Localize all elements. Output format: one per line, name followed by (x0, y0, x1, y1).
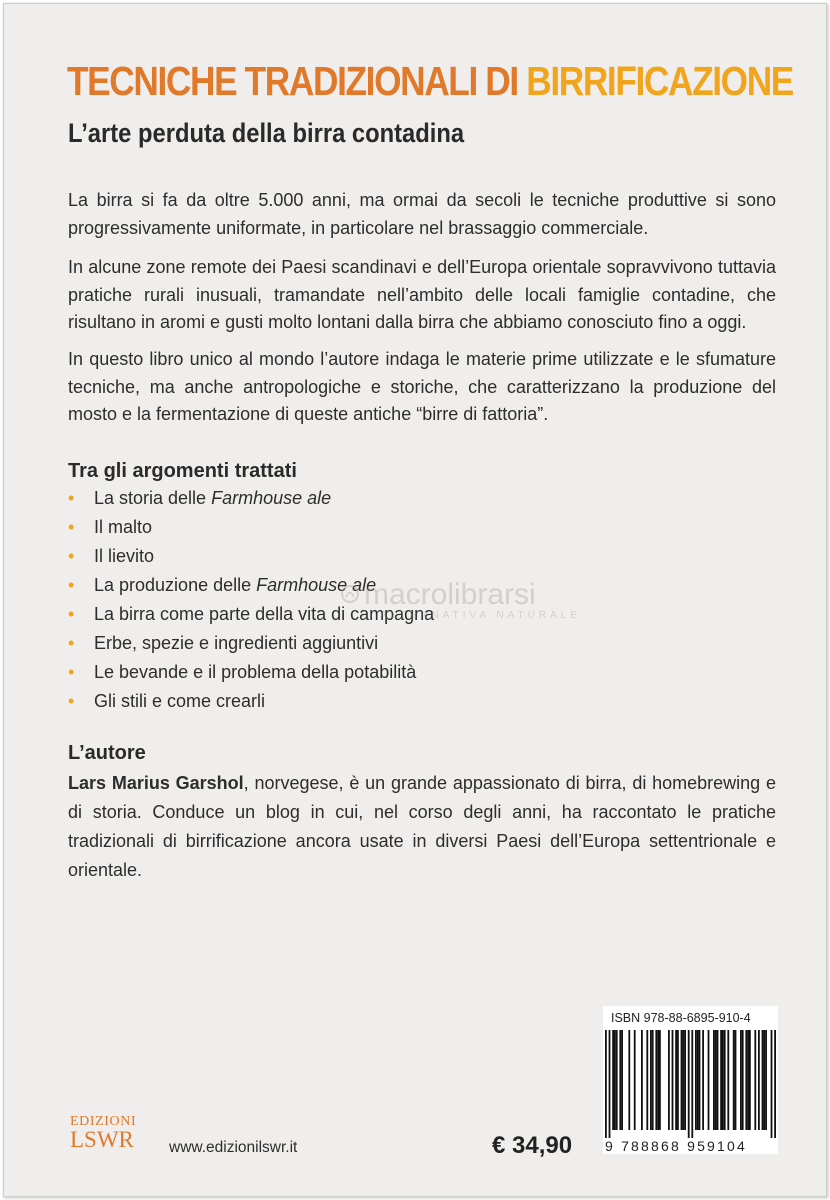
barcode-bar (720, 1030, 722, 1130)
bullet-icon: • (68, 575, 75, 595)
barcode-bar (745, 1030, 747, 1130)
topic-text: Erbe, spezie e ingredienti aggiuntivi (94, 633, 379, 653)
barcode-bar (742, 1030, 744, 1130)
barcode-bar (717, 1030, 719, 1130)
book-back-cover (3, 3, 827, 1197)
title-part-2: BIRRIFICAZIONE (526, 58, 793, 104)
topic-text-italic: Farmhouse ale (211, 488, 332, 508)
barcode-bar (695, 1030, 697, 1130)
barcode-bar (774, 1030, 776, 1138)
bullet-icon: • (68, 546, 75, 566)
barcode-bar (747, 1030, 749, 1130)
barcode-bar (657, 1030, 659, 1130)
topics-heading: Tra gli argomenti trattati (68, 460, 297, 482)
intro-paragraph-1: La birra si fa da oltre 5.000 anni, ma ormai da secoli le tecniche produttive si sono progressivamente uniformate, in particolare nel brassaggio commerciale. (68, 190, 776, 238)
barcode-bar (708, 1030, 710, 1130)
macrolibrarsi-logo-icon (340, 584, 360, 604)
barcode-bar (763, 1030, 765, 1130)
barcode-bar (735, 1030, 737, 1130)
barcode-bar (614, 1030, 616, 1130)
author-bio (68, 769, 776, 885)
barcode-bar (715, 1030, 717, 1130)
topic-item (68, 484, 434, 513)
bullet-icon: • (68, 604, 75, 624)
barcode-bar (652, 1030, 654, 1130)
barcode-bar (697, 1030, 699, 1130)
barcode-bar (609, 1030, 611, 1138)
barcode-digits: 9 788868 959104 (605, 1138, 747, 1154)
topic-text: Le bevande e il problema della potabilità (94, 662, 417, 682)
intro-paragraph-3: In questo libro unico al mondo l’autore indaga le materie prime utilizzate e le sfumature tecniche, ma anche antropologiche e storiche, che caratterizzano la produzione del mosto e la fermentazione di queste antiche “birre di fattoria”. (68, 349, 776, 424)
barcode-bar (740, 1030, 742, 1130)
topic-text: Il lievito (94, 546, 155, 566)
barcode-bar (688, 1030, 690, 1138)
topic-text: La birra come parte della vita di campagna (94, 604, 435, 624)
author-heading: L’autore (68, 742, 146, 764)
watermark-text: macrolibrarsi (364, 578, 536, 611)
barcode-bar (727, 1030, 729, 1130)
topic-text: La produzione delle (94, 575, 257, 595)
barcode-bar (681, 1030, 683, 1130)
barcode-bar (771, 1030, 773, 1138)
barcode-bar (682, 1030, 684, 1130)
barcode-bar (675, 1030, 677, 1130)
barcode-bar (612, 1030, 614, 1130)
topic-item (68, 658, 434, 687)
watermark (340, 576, 581, 636)
publisher-logo-line-1: EDIZIONI (70, 1114, 137, 1129)
barcode-bar (628, 1030, 630, 1130)
title-part-1: TECNICHE TRADIZIONALI DI (67, 58, 527, 104)
barcode-bar (722, 1030, 724, 1130)
barcode-bar (634, 1030, 636, 1130)
barcode-bar (765, 1030, 767, 1130)
intro-paragraph-2: In alcune zone remote dei Paesi scandinavi e dell’Europa orientale sopravvivono tuttavia pratiche rurali inusuali, tramandate nell’ambito delle locali famiglie contadine, che risultano in aromi e gusti molto lontani dalla birra che abbiamo conosciuto fino a oggi. (68, 257, 776, 332)
barcode-bar (684, 1030, 686, 1130)
barcode-bar (762, 1030, 764, 1130)
book-subtitle: L’arte perduta della birra contadina (68, 118, 465, 148)
book-title (67, 56, 793, 106)
barcode-bar (621, 1030, 623, 1130)
barcode-bars (605, 1030, 776, 1138)
publisher-logo (70, 1114, 160, 1162)
topic-item (68, 687, 434, 716)
author-name: Lars Marius Garshol (68, 773, 244, 793)
topic-text: Il malto (94, 517, 153, 537)
barcode-bar (724, 1030, 726, 1130)
barcode-bar (713, 1030, 715, 1130)
barcode-bar (616, 1030, 618, 1130)
topic-item (68, 542, 434, 571)
barcode-bar (619, 1030, 621, 1130)
topic-text-italic: Farmhouse ale (256, 575, 377, 595)
isbn-barcode (603, 1006, 778, 1154)
barcode-bar (758, 1030, 760, 1130)
barcode-bar (754, 1030, 756, 1130)
barcode-bar (668, 1030, 670, 1130)
watermark-tagline: ALTERNATIVA NATURALE (380, 610, 581, 621)
barcode-bar (699, 1030, 701, 1130)
bullet-icon: • (68, 517, 75, 537)
bullet-icon: • (68, 662, 75, 682)
author-bio-text: , norvegese, è un grande appassionato di birra, di homebrewing e di storia. Conduce un blog in cui, nel corso degli anni, ha raccontato le pratiche tradizionali di birrificazione ancora usate in diversi Paesi dell’Europa settentrionale e orientale. (68, 773, 777, 880)
publisher-website: www.edizionilswr.it (169, 1139, 298, 1156)
publisher-logo-line-2: LSWR (70, 1127, 134, 1152)
bullet-icon: • (68, 633, 75, 653)
bullet-icon: • (68, 691, 75, 711)
isbn-label: ISBN 978-88-6895-910-4 (611, 1011, 751, 1025)
barcode-bar (659, 1030, 661, 1130)
barcode-bar (672, 1030, 674, 1130)
topic-text: Gli stili e come crearli (94, 691, 266, 711)
barcode-bar (677, 1030, 679, 1130)
topic-text: La storia delle (94, 488, 212, 508)
barcode-bar (702, 1030, 704, 1130)
barcode-bar (605, 1030, 607, 1138)
barcode-bar (691, 1030, 693, 1138)
barcode-bar (733, 1030, 735, 1130)
barcode-bar (749, 1030, 751, 1130)
topic-item (68, 513, 434, 542)
bullet-icon: • (68, 488, 75, 508)
barcode-bar (646, 1030, 648, 1130)
barcode-bar (641, 1030, 643, 1130)
barcode-bar (655, 1030, 657, 1130)
barcode-bar (650, 1030, 652, 1130)
price-label: € 34,90 (492, 1132, 573, 1159)
